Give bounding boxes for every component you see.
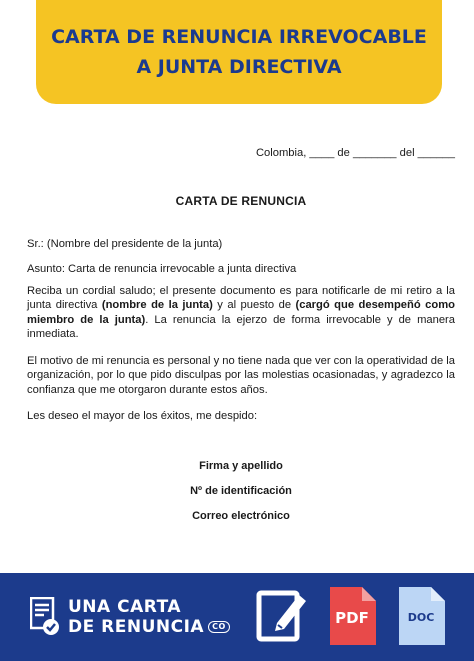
brand-logo[interactable] xyxy=(30,597,230,637)
paragraph-notice xyxy=(27,284,455,342)
email-field: Correo electrónico xyxy=(192,510,290,522)
closing-line: Les deseo el mayor de los éxitos, me despido: xyxy=(27,410,258,422)
title-banner xyxy=(36,0,442,104)
letter-title: CARTA DE RENUNCIA xyxy=(175,194,307,208)
paragraph-notice-text-2: y al puesto de xyxy=(212,299,296,312)
brand-country-badge: CO xyxy=(208,621,230,633)
recipient-line: Sr.: (Nombre del presidente de la junta) xyxy=(27,238,223,250)
paragraph-notice-text-1: Reciba un cordial saludo; el presente documento es para notificarle de mi retiro a la junta directiva xyxy=(27,285,455,312)
brand-name xyxy=(68,597,230,637)
doc-file-icon[interactable] xyxy=(395,583,447,647)
board-name-placeholder: (nombre de la junta) xyxy=(101,299,213,312)
paragraph-notice-text-3: . La renuncia la ejerzo de forma irrevocable y de manera inmediata. xyxy=(27,313,456,341)
brand-line-2 xyxy=(68,617,230,637)
subject-line: Asunto: Carta de renuncia irrevocable a junta directiva xyxy=(27,263,297,275)
date-line: Colombia, ____ de _______ del ______ xyxy=(255,147,455,159)
brand-line-1: UNA CARTA xyxy=(68,597,181,617)
id-number-field: Nº de identificación xyxy=(190,485,292,497)
doc-label: DOC xyxy=(407,611,435,624)
signature-field: Firma y apellido xyxy=(199,460,283,472)
footer-bar xyxy=(0,573,474,661)
banner-title-line-2: A JUNTA DIRECTIVA xyxy=(136,56,342,78)
brand-line-2-text: DE RENUNCIA xyxy=(68,617,205,637)
banner-title-line-1: CARTA DE RENUNCIA IRREVOCABLE xyxy=(51,26,427,48)
position-placeholder: (cargó que desempeñó como miembro de la junta) xyxy=(27,299,455,326)
document-check-icon xyxy=(30,597,60,637)
pdf-file-icon[interactable] xyxy=(326,583,378,647)
pdf-label: PDF xyxy=(335,609,369,627)
paragraph-reason: El motivo de mi renuncia es personal y no tiene nada que ver con la operatividad de la organización, por lo que pido disculpas por las molestias ocasionadas, y agradezco la confianza que me otorgaron durante estos años. xyxy=(27,355,455,396)
edit-document-icon[interactable] xyxy=(255,583,307,647)
